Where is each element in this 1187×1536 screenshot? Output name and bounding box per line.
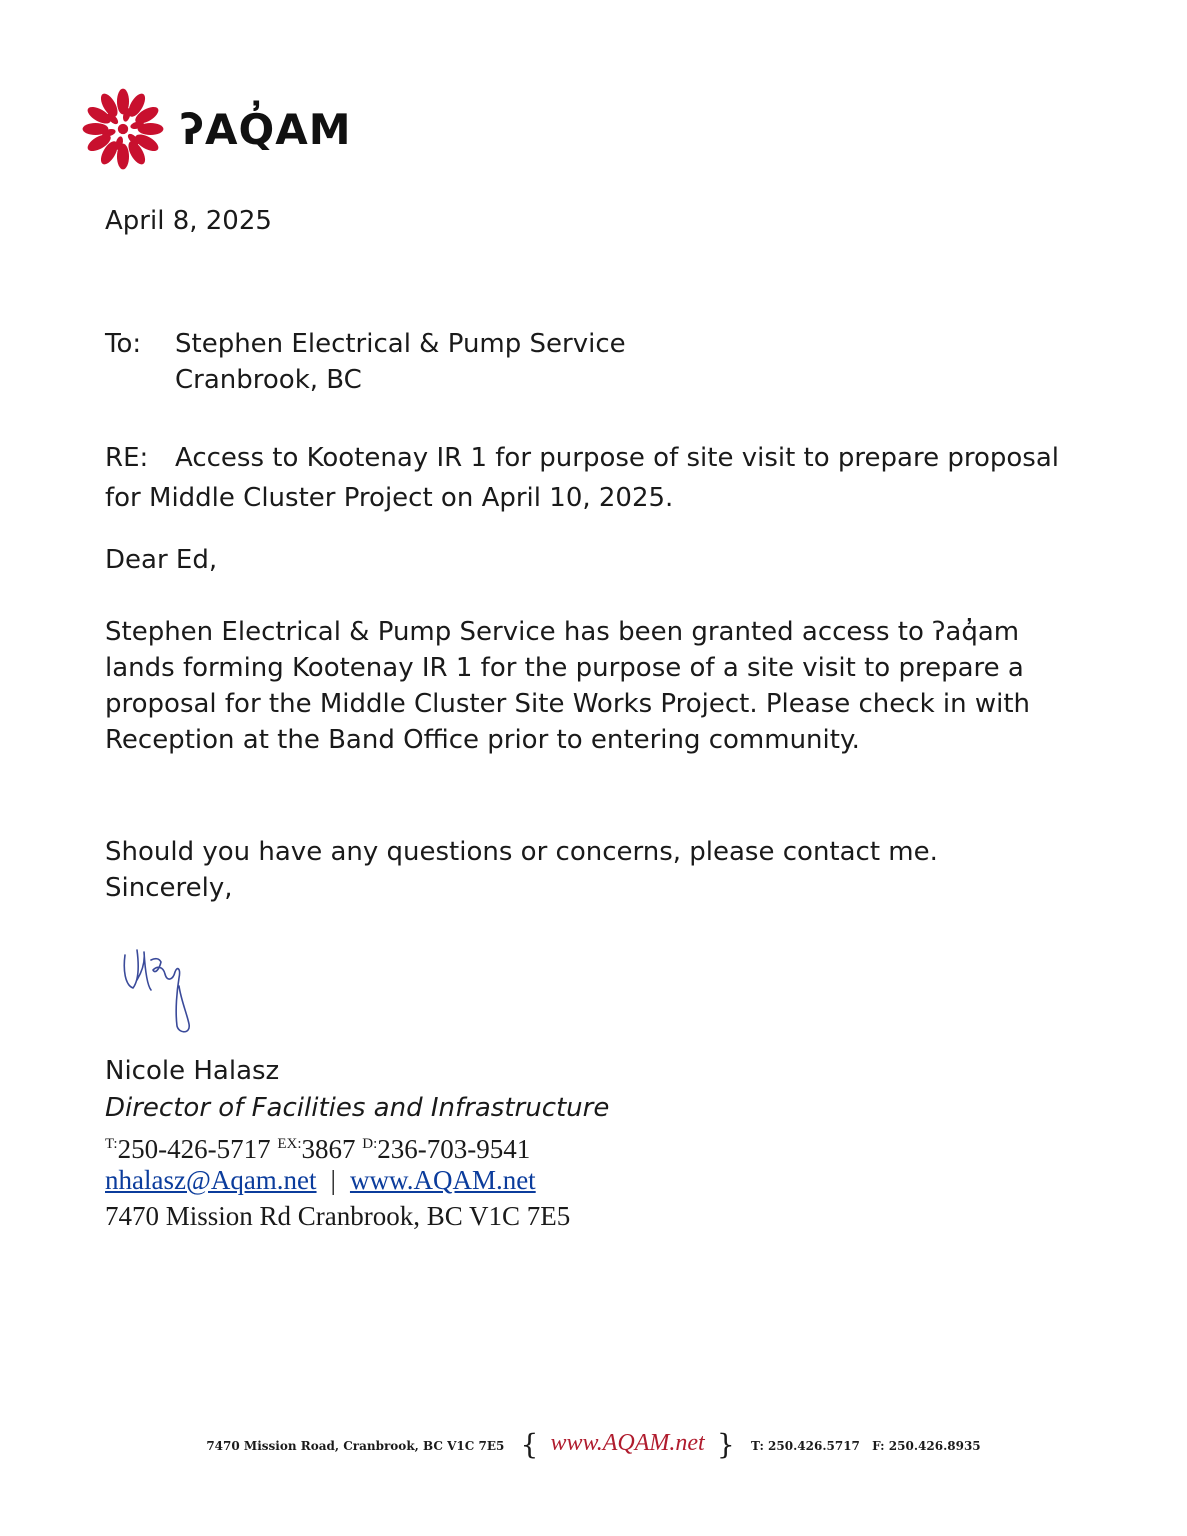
sign-off: Sincerely, xyxy=(105,873,233,903)
phone-extension: 3867 xyxy=(301,1134,356,1164)
paragraph-line: Stephen Electrical & Pump Service has been granted access to ʔaq̓am xyxy=(105,617,1020,647)
paragraph-line: lands forming Kootenay IR 1 for the purpose of a site visit to prepare a xyxy=(105,653,1024,683)
phone-line xyxy=(105,1126,530,1167)
logo-wordmark: ʔAQ̓AM xyxy=(180,104,352,154)
phone-number: 250-426-5717 xyxy=(117,1134,271,1164)
closing-line: Should you have any questions or concerns, please contact me. xyxy=(105,837,938,867)
footer-brace-open: { xyxy=(520,1428,539,1461)
phone-ex-label: EX: xyxy=(277,1136,302,1152)
subject-line-2: for Middle Cluster Project on April 10, 2025. xyxy=(105,483,674,513)
link-separator: | xyxy=(330,1165,336,1195)
paragraph-line: Reception at the Band Office prior to entering community. xyxy=(105,725,860,755)
recipient-block xyxy=(105,326,626,398)
phone-d-label: D: xyxy=(362,1136,378,1152)
links-line xyxy=(105,1162,536,1198)
re-label: RE: xyxy=(105,443,149,473)
footer-website: www.AQAM.net xyxy=(550,1430,705,1456)
recipient-name: Stephen Electrical & Pump Service xyxy=(175,329,626,359)
footer-brace-close: } xyxy=(716,1428,735,1461)
flower-logo-icon xyxy=(80,86,166,172)
subject-line-1: Access to Kootenay IR 1 for purpose of site visit to prepare proposal xyxy=(175,443,1059,473)
phone-t-label: T: xyxy=(105,1136,118,1152)
footer-phone: T: 250.426.5717 xyxy=(750,1439,860,1453)
paragraph-line: proposal for the Middle Cluster Site Works Project. Please check in with xyxy=(105,689,1031,719)
letterhead-logo xyxy=(80,86,352,172)
footer-fax: F: 250.426.8935 xyxy=(872,1439,981,1453)
direct-phone-number: 236-703-9541 xyxy=(377,1134,531,1164)
handwritten-signature xyxy=(115,930,215,1035)
signer-title: Director of Facilities and Infrastructure xyxy=(105,1093,610,1123)
salutation: Dear Ed, xyxy=(105,545,218,575)
to-label: To: xyxy=(105,329,142,359)
footer-address: 7470 Mission Road, Cranbrook, BC V1C 7E5 xyxy=(206,1439,505,1453)
closing-block xyxy=(105,834,938,906)
letterhead-footer xyxy=(0,1428,1187,1461)
signer-name: Nicole Halasz xyxy=(105,1056,280,1086)
website-link[interactable]: www.AQAM.net xyxy=(349,1165,536,1195)
subject-block xyxy=(105,438,1059,518)
signer-address: 7470 Mission Rd Cranbrook, BC V1C 7E5 xyxy=(105,1201,571,1231)
recipient-location: Cranbrook, BC xyxy=(175,365,362,395)
email-link[interactable]: nhalasz@Aqam.net xyxy=(105,1165,317,1195)
letter-date: April 8, 2025 xyxy=(105,206,272,236)
body-paragraph xyxy=(105,614,1030,758)
